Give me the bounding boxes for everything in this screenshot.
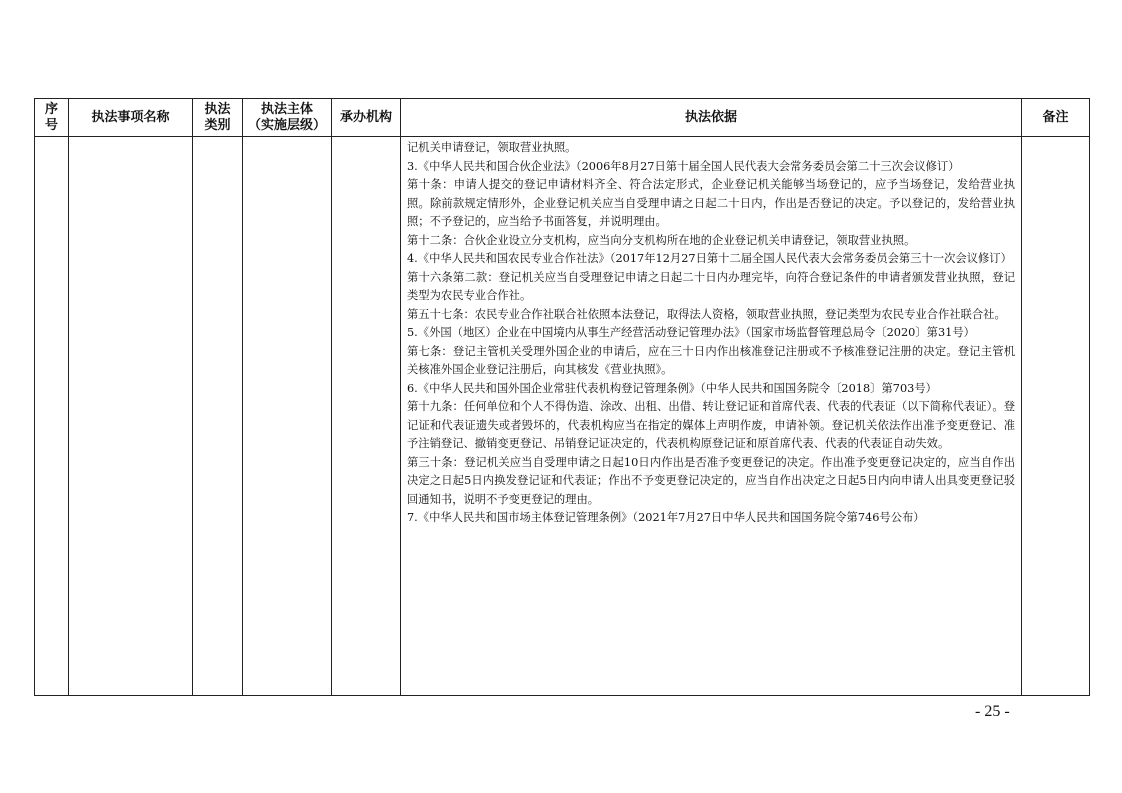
basis-paragraph: 5.《外国（地区）企业在中国境内从事生产经营活动登记管理办法》（国家市场监督管理总局令〔2020〕第31号） xyxy=(407,326,975,339)
header-item-name: 执法事项名称 xyxy=(69,99,193,137)
header-subject xyxy=(243,99,332,137)
cell-subject xyxy=(243,137,332,696)
header-agency: 承办机构 xyxy=(332,99,401,137)
basis-paragraph: 第十二条：合伙企业设立分支机构，应当向分支机构所在地的企业登记机关申请登记，领取营业执照。 xyxy=(407,233,916,247)
header-category-text: 执法类别 xyxy=(204,101,231,133)
page-number: - 25 - xyxy=(975,703,1010,720)
basis-paragraph: 第三十条：登记机关应当自受理申请之日起10日内作出是否准予变更登记的决定。作出准予变更登记决定的，应当自作出决定之日起5日内换发登记证和代表证；作出不予变更登记决定的，应当自作出决定之日起5日内向申请人出具变更登记驳回通知书，说明不予变更登记的理由。 xyxy=(407,455,1015,506)
enforcement-table xyxy=(34,98,1090,696)
basis-paragraph: 记机关申请登记，领取营业执照。 xyxy=(407,141,577,154)
header-seq-text: 序号 xyxy=(44,101,58,133)
basis-paragraph: 第五十七条：农民专业合作社联合社依照本法登记，取得法人资格，领取营业执照，登记类型为农民专业合作社联合社。 xyxy=(407,307,1006,321)
header-basis: 执法依据 xyxy=(401,99,1022,137)
basis-paragraph: 4.《中华人民共和国农民专业合作社法》（2017年12月27日第十二届全国人民代表大会常务委员会第三十一次会议修订） xyxy=(407,252,1012,265)
cell-seq xyxy=(35,137,69,696)
cell-agency xyxy=(332,137,401,696)
header-category xyxy=(193,99,243,137)
cell-item-name xyxy=(69,137,193,696)
basis-paragraph: 7.《中华人民共和国市场主体登记管理条例》（2021年7月27日中华人民共和国国务院令第746号公布） xyxy=(407,511,925,524)
header-remarks: 备注 xyxy=(1022,99,1090,137)
cell-category xyxy=(193,137,243,696)
cell-remarks xyxy=(1022,137,1090,696)
basis-paragraph: 6.《中华人民共和国外国企业常驻代表机构登记管理条例》（中华人民共和国国务院令〔2018〕第703号） xyxy=(407,381,937,395)
basis-paragraph: 第十九条：任何单位和个人不得伪造、涂改、出租、出借、转让登记证和首席代表、代表的代表证（以下简称代表证）。登记证和代表证遗失或者毁坏的，代表机构应当在指定的媒体上声明作废，申请补领。登记机关依法作出准予变更登记、准予注销登记、撤销变更登记、吊销登记证决定的，代表机构原登记证和原首席代表、代表的代表证自动失效。 xyxy=(407,400,1015,450)
table-row xyxy=(35,137,1090,696)
basis-paragraph: 第十条：申请人提交的登记申请材料齐全、符合法定形式，企业登记机关能够当场登记的，应予当场登记，发给营业执照。除前款规定情形外，企业登记机关应当自受理申请之日起二十日内，作出是否登记的决定。予以登记的，发给营业执照；不予登记的，应当给予书面答复，并说明理由。 xyxy=(407,178,1015,228)
header-subject-line1: 执法主体 xyxy=(260,101,313,117)
basis-paragraph: 第七条：登记主管机关受理外国企业的申请后，应在三十日内作出核准登记注册或不予核准登记注册的决定。登记主管机关核准外国企业登记注册后，向其核发《营业执照》。 xyxy=(407,344,1015,376)
basis-paragraph: 第十六条第二款：登记机关应当自受理登记申请之日起二十日内办理完毕，向符合登记条件的申请者颁发营业执照，登记类型为农民专业合作社。 xyxy=(407,270,1015,302)
cell-basis xyxy=(401,137,1022,696)
basis-paragraph: 3.《中华人民共和国合伙企业法》（2006年8月27日第十届全国人民代表大会常务委员会第二十三次会议修订） xyxy=(407,159,960,173)
header-subject-line2: （实施层级） xyxy=(247,117,326,133)
header-row xyxy=(35,99,1090,137)
header-seq xyxy=(35,99,69,137)
